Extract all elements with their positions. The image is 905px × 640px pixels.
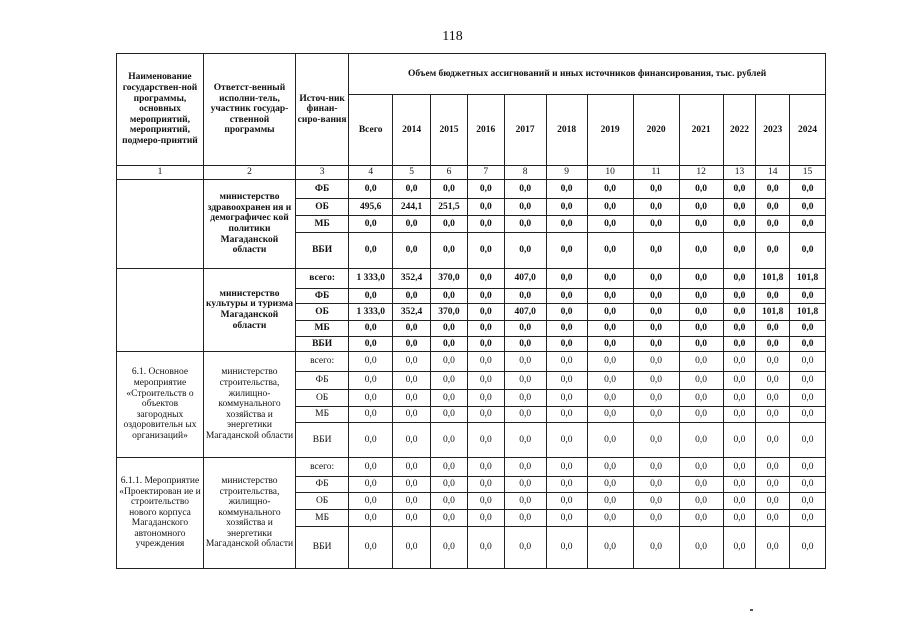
funding-source-cell: ВБИ [296, 423, 349, 458]
value-cell: 0,0 [679, 199, 723, 216]
value-cell: 0,0 [467, 337, 504, 352]
value-cell: 0,0 [790, 493, 826, 510]
value-cell: 0,0 [790, 407, 826, 423]
value-cell: 0,0 [393, 477, 431, 493]
value-cell: 0,0 [467, 216, 504, 233]
table-row [117, 352, 826, 372]
funding-source-cell: ОБ [296, 199, 349, 216]
value-cell: 0,0 [349, 337, 393, 352]
value-cell: 0,0 [546, 233, 587, 269]
header-source: Источ-ник финан-сиро-вания [296, 54, 349, 166]
value-cell: 0,0 [587, 180, 633, 199]
value-cell: 0,0 [467, 510, 504, 527]
value-cell: 0,0 [546, 216, 587, 233]
value-cell: 0,0 [587, 233, 633, 269]
value-cell: 0,0 [633, 372, 679, 390]
value-cell: 0,0 [723, 407, 756, 423]
value-cell: 0,0 [790, 321, 826, 337]
value-cell: 0,0 [431, 527, 468, 569]
value-cell: 0,0 [393, 289, 431, 304]
executor-cell: министерство здравоохранен ия и демографичес кой политики Магаданской области [203, 180, 295, 269]
value-cell: 0,0 [756, 321, 790, 337]
value-cell: 251,5 [431, 199, 468, 216]
value-cell: 0,0 [790, 372, 826, 390]
value-cell: 0,0 [393, 493, 431, 510]
funding-source-cell: ОБ [296, 304, 349, 321]
value-cell: 0,0 [467, 493, 504, 510]
value-cell: 0,0 [633, 527, 679, 569]
value-cell: 0,0 [723, 233, 756, 269]
value-cell: 0,0 [546, 390, 587, 407]
value-cell: 0,0 [349, 407, 393, 423]
column-number: 3 [296, 166, 349, 180]
value-cell: 0,0 [756, 390, 790, 407]
funding-source-cell: ФБ [296, 372, 349, 390]
value-cell: 0,0 [790, 527, 826, 569]
program-name-cell: 6.1. Основное мероприятие «Строительств о объектов загородных оздоровительн ых организаций» [117, 352, 204, 458]
value-cell: 0,0 [679, 493, 723, 510]
value-cell: 0,0 [546, 477, 587, 493]
value-cell: 0,0 [633, 407, 679, 423]
value-cell: 352,4 [393, 304, 431, 321]
value-cell: 0,0 [723, 216, 756, 233]
value-cell: 0,0 [546, 269, 587, 289]
value-cell: 0,0 [467, 527, 504, 569]
value-cell: 0,0 [546, 407, 587, 423]
funding-source-cell: ОБ [296, 493, 349, 510]
column-number: 5 [393, 166, 431, 180]
value-cell: 0,0 [756, 493, 790, 510]
column-number: 2 [203, 166, 295, 180]
value-cell: 0,0 [679, 304, 723, 321]
value-cell: 0,0 [546, 337, 587, 352]
value-cell: 0,0 [504, 477, 546, 493]
scan-mark [750, 609, 753, 611]
value-cell: 0,0 [504, 352, 546, 372]
value-cell: 0,0 [393, 233, 431, 269]
value-cell: 0,0 [393, 407, 431, 423]
value-cell: 0,0 [790, 477, 826, 493]
value-cell: 0,0 [546, 180, 587, 199]
header-budget: Объем бюджетных ассигнований и иных источников финансирования, тыс. рублей [349, 54, 826, 95]
value-cell: 0,0 [431, 390, 468, 407]
value-cell: 0,0 [431, 407, 468, 423]
value-cell: 0,0 [587, 527, 633, 569]
value-cell: 0,0 [504, 199, 546, 216]
value-cell: 0,0 [504, 390, 546, 407]
value-cell: 101,8 [790, 304, 826, 321]
program-name-cell: 6.1.1. Мероприятие «Проектирован ие и строительство нового корпуса Магаданского автономного учреждения [117, 458, 204, 569]
value-cell: 0,0 [587, 510, 633, 527]
value-cell: 0,0 [756, 337, 790, 352]
value-cell: 0,0 [587, 407, 633, 423]
value-cell: 0,0 [790, 199, 826, 216]
value-cell: 0,0 [587, 199, 633, 216]
value-cell: 0,0 [633, 289, 679, 304]
value-cell: 0,0 [679, 477, 723, 493]
value-cell: 0,0 [467, 304, 504, 321]
funding-source-cell: МБ [296, 321, 349, 337]
value-cell: 0,0 [679, 216, 723, 233]
value-cell: 0,0 [756, 216, 790, 233]
column-number: 1 [117, 166, 204, 180]
value-cell: 0,0 [467, 199, 504, 216]
value-cell: 0,0 [467, 289, 504, 304]
executor-cell: министерство строительства, жилищно-коммунального хозяйства и энергетики Магаданской области [203, 352, 295, 458]
funding-source-cell: ФБ [296, 477, 349, 493]
value-cell: 0,0 [633, 233, 679, 269]
value-cell: 0,0 [546, 423, 587, 458]
budget-table [116, 53, 826, 569]
value-cell: 0,0 [349, 493, 393, 510]
column-number: 8 [504, 166, 546, 180]
header-year: 2014 [393, 95, 431, 166]
value-cell: 0,0 [546, 289, 587, 304]
value-cell: 0,0 [467, 180, 504, 199]
value-cell: 0,0 [679, 423, 723, 458]
value-cell: 0,0 [431, 372, 468, 390]
value-cell: 0,0 [504, 510, 546, 527]
value-cell: 0,0 [587, 337, 633, 352]
value-cell: 0,0 [723, 510, 756, 527]
value-cell: 0,0 [393, 390, 431, 407]
value-cell: 0,0 [633, 493, 679, 510]
header-year: 2021 [679, 95, 723, 166]
funding-source-cell: всего: [296, 269, 349, 289]
value-cell: 0,0 [790, 352, 826, 372]
value-cell: 0,0 [349, 233, 393, 269]
funding-source-cell: МБ [296, 510, 349, 527]
value-cell: 0,0 [393, 423, 431, 458]
executor-cell: министерство культуры и туризма Магаданской области [203, 269, 295, 352]
value-cell: 0,0 [723, 372, 756, 390]
value-cell: 101,8 [790, 269, 826, 289]
value-cell: 0,0 [679, 527, 723, 569]
value-cell: 0,0 [679, 372, 723, 390]
column-number: 9 [546, 166, 587, 180]
value-cell: 0,0 [633, 510, 679, 527]
header-year: 2016 [467, 95, 504, 166]
value-cell: 1 333,0 [349, 269, 393, 289]
value-cell: 0,0 [679, 233, 723, 269]
value-cell: 0,0 [790, 423, 826, 458]
value-cell: 0,0 [679, 180, 723, 199]
header-year: 2024 [790, 95, 826, 166]
value-cell: 0,0 [587, 269, 633, 289]
value-cell: 0,0 [587, 321, 633, 337]
value-cell: 0,0 [431, 352, 468, 372]
value-cell: 0,0 [756, 289, 790, 304]
value-cell: 0,0 [679, 352, 723, 372]
value-cell: 0,0 [587, 216, 633, 233]
value-cell: 0,0 [790, 289, 826, 304]
funding-source-cell: МБ [296, 216, 349, 233]
value-cell: 0,0 [587, 352, 633, 372]
value-cell: 0,0 [504, 216, 546, 233]
value-cell: 0,0 [756, 199, 790, 216]
funding-source-cell: ВБИ [296, 527, 349, 569]
table-body [117, 54, 826, 569]
column-number: 6 [431, 166, 468, 180]
value-cell: 407,0 [504, 269, 546, 289]
program-name-cell [117, 180, 204, 269]
value-cell: 0,0 [393, 352, 431, 372]
value-cell: 0,0 [633, 458, 679, 477]
value-cell: 0,0 [546, 493, 587, 510]
value-cell: 0,0 [467, 407, 504, 423]
value-cell: 0,0 [467, 423, 504, 458]
value-cell: 0,0 [723, 199, 756, 216]
value-cell: 0,0 [349, 458, 393, 477]
value-cell: 0,0 [467, 269, 504, 289]
value-cell: 0,0 [349, 289, 393, 304]
value-cell: 0,0 [587, 304, 633, 321]
value-cell: 0,0 [679, 337, 723, 352]
column-number-row [117, 166, 826, 180]
page-number: 118 [442, 29, 463, 44]
value-cell: 0,0 [587, 289, 633, 304]
table-row [117, 269, 826, 289]
value-cell: 0,0 [790, 216, 826, 233]
value-cell: 0,0 [349, 477, 393, 493]
value-cell: 0,0 [349, 180, 393, 199]
value-cell: 0,0 [431, 510, 468, 527]
header-year: 2023 [756, 95, 790, 166]
value-cell: 0,0 [467, 372, 504, 390]
value-cell: 0,0 [679, 458, 723, 477]
value-cell: 0,0 [723, 493, 756, 510]
value-cell: 0,0 [393, 527, 431, 569]
value-cell: 0,0 [546, 321, 587, 337]
value-cell: 0,0 [723, 458, 756, 477]
value-cell: 0,0 [504, 337, 546, 352]
column-number: 4 [349, 166, 393, 180]
value-cell: 101,8 [756, 269, 790, 289]
value-cell: 0,0 [467, 390, 504, 407]
value-cell: 0,0 [790, 390, 826, 407]
value-cell: 0,0 [587, 390, 633, 407]
value-cell: 0,0 [587, 423, 633, 458]
value-cell: 0,0 [393, 321, 431, 337]
value-cell: 0,0 [467, 477, 504, 493]
value-cell: 0,0 [756, 423, 790, 458]
funding-source-cell: ВБИ [296, 337, 349, 352]
value-cell: 0,0 [393, 510, 431, 527]
header-year: 2022 [723, 95, 756, 166]
executor-cell: министерство строительства, жилищно-коммунального хозяйства и энергетики Магаданской области [203, 458, 295, 569]
value-cell: 0,0 [504, 423, 546, 458]
value-cell: 0,0 [723, 289, 756, 304]
value-cell: 0,0 [723, 180, 756, 199]
value-cell: 0,0 [723, 423, 756, 458]
table-row [117, 458, 826, 477]
header-year: 2018 [546, 95, 587, 166]
funding-source-cell: ОБ [296, 390, 349, 407]
value-cell: 0,0 [504, 458, 546, 477]
header-name: Наименование государствен-ной программы, основных мероприятий, мероприятий, подмеро-приятий [117, 54, 204, 166]
value-cell: 352,4 [393, 269, 431, 289]
value-cell: 0,0 [679, 321, 723, 337]
value-cell: 0,0 [633, 321, 679, 337]
value-cell: 0,0 [349, 352, 393, 372]
value-cell: 244,1 [393, 199, 431, 216]
value-cell: 0,0 [504, 493, 546, 510]
value-cell: 0,0 [756, 352, 790, 372]
header-year: 2015 [431, 95, 468, 166]
value-cell: 0,0 [790, 233, 826, 269]
value-cell: 0,0 [467, 321, 504, 337]
value-cell: 0,0 [431, 216, 468, 233]
header-year: 2020 [633, 95, 679, 166]
value-cell: 0,0 [723, 477, 756, 493]
funding-source-cell: ФБ [296, 289, 349, 304]
value-cell: 0,0 [633, 269, 679, 289]
column-number: 11 [633, 166, 679, 180]
value-cell: 0,0 [504, 233, 546, 269]
value-cell: 0,0 [633, 216, 679, 233]
value-cell: 0,0 [349, 423, 393, 458]
value-cell: 0,0 [679, 269, 723, 289]
column-number: 14 [756, 166, 790, 180]
value-cell: 0,0 [504, 321, 546, 337]
program-name-cell [117, 269, 204, 352]
column-number: 13 [723, 166, 756, 180]
value-cell: 0,0 [349, 510, 393, 527]
value-cell: 0,0 [633, 423, 679, 458]
value-cell: 0,0 [756, 233, 790, 269]
value-cell: 0,0 [431, 337, 468, 352]
value-cell: 0,0 [431, 233, 468, 269]
value-cell: 0,0 [546, 458, 587, 477]
value-cell: 0,0 [679, 510, 723, 527]
value-cell: 0,0 [633, 390, 679, 407]
value-cell: 0,0 [723, 337, 756, 352]
value-cell: 0,0 [546, 304, 587, 321]
value-cell: 0,0 [504, 372, 546, 390]
value-cell: 0,0 [756, 510, 790, 527]
value-cell: 370,0 [431, 304, 468, 321]
value-cell: 0,0 [679, 407, 723, 423]
value-cell: 0,0 [431, 321, 468, 337]
value-cell: 0,0 [393, 180, 431, 199]
value-cell: 0,0 [633, 304, 679, 321]
value-cell: 0,0 [756, 477, 790, 493]
column-number: 7 [467, 166, 504, 180]
value-cell: 0,0 [633, 337, 679, 352]
value-cell: 0,0 [790, 510, 826, 527]
value-cell: 0,0 [756, 458, 790, 477]
header-year: 2019 [587, 95, 633, 166]
value-cell: 0,0 [756, 527, 790, 569]
value-cell: 0,0 [431, 493, 468, 510]
value-cell: 0,0 [504, 407, 546, 423]
table-row [117, 180, 826, 199]
value-cell: 0,0 [546, 527, 587, 569]
value-cell: 0,0 [431, 458, 468, 477]
value-cell: 0,0 [587, 458, 633, 477]
column-number: 15 [790, 166, 826, 180]
value-cell: 0,0 [504, 289, 546, 304]
value-cell: 0,0 [504, 180, 546, 199]
value-cell: 0,0 [587, 493, 633, 510]
funding-source-cell: всего: [296, 352, 349, 372]
header-executor: Ответст-венный исполни-тель, участник государ-ственной программы [203, 54, 295, 166]
column-number: 12 [679, 166, 723, 180]
value-cell: 0,0 [587, 477, 633, 493]
value-cell: 0,0 [349, 216, 393, 233]
value-cell: 0,0 [546, 352, 587, 372]
value-cell: 0,0 [349, 321, 393, 337]
value-cell: 0,0 [393, 216, 431, 233]
value-cell: 0,0 [723, 390, 756, 407]
value-cell: 0,0 [431, 289, 468, 304]
value-cell: 0,0 [587, 372, 633, 390]
value-cell: 0,0 [546, 199, 587, 216]
value-cell: 0,0 [546, 510, 587, 527]
value-cell: 0,0 [756, 180, 790, 199]
value-cell: 0,0 [723, 527, 756, 569]
header-row-top [117, 54, 826, 95]
value-cell: 0,0 [467, 458, 504, 477]
value-cell: 495,6 [349, 199, 393, 216]
value-cell: 0,0 [504, 527, 546, 569]
value-cell: 0,0 [790, 458, 826, 477]
value-cell: 370,0 [431, 269, 468, 289]
value-cell: 0,0 [349, 527, 393, 569]
header-year: Всего [349, 95, 393, 166]
funding-source-cell: МБ [296, 407, 349, 423]
header-year: 2017 [504, 95, 546, 166]
value-cell: 0,0 [723, 304, 756, 321]
value-cell: 0,0 [393, 337, 431, 352]
value-cell: 0,0 [723, 269, 756, 289]
value-cell: 0,0 [790, 337, 826, 352]
value-cell: 0,0 [633, 352, 679, 372]
value-cell: 0,0 [431, 180, 468, 199]
funding-source-cell: всего: [296, 458, 349, 477]
value-cell: 0,0 [633, 199, 679, 216]
funding-source-cell: ВБИ [296, 233, 349, 269]
value-cell: 0,0 [393, 372, 431, 390]
value-cell: 0,0 [467, 233, 504, 269]
value-cell: 0,0 [546, 372, 587, 390]
value-cell: 0,0 [756, 372, 790, 390]
funding-source-cell: ФБ [296, 180, 349, 199]
value-cell: 0,0 [790, 180, 826, 199]
value-cell: 0,0 [349, 372, 393, 390]
value-cell: 0,0 [723, 321, 756, 337]
value-cell: 0,0 [349, 390, 393, 407]
value-cell: 1 333,0 [349, 304, 393, 321]
value-cell: 0,0 [393, 458, 431, 477]
value-cell: 0,0 [467, 352, 504, 372]
value-cell: 101,8 [756, 304, 790, 321]
value-cell: 0,0 [431, 423, 468, 458]
value-cell: 0,0 [679, 289, 723, 304]
value-cell: 0,0 [679, 390, 723, 407]
value-cell: 0,0 [431, 477, 468, 493]
value-cell: 407,0 [504, 304, 546, 321]
value-cell: 0,0 [756, 407, 790, 423]
column-number: 10 [587, 166, 633, 180]
value-cell: 0,0 [633, 180, 679, 199]
value-cell: 0,0 [723, 352, 756, 372]
value-cell: 0,0 [633, 477, 679, 493]
